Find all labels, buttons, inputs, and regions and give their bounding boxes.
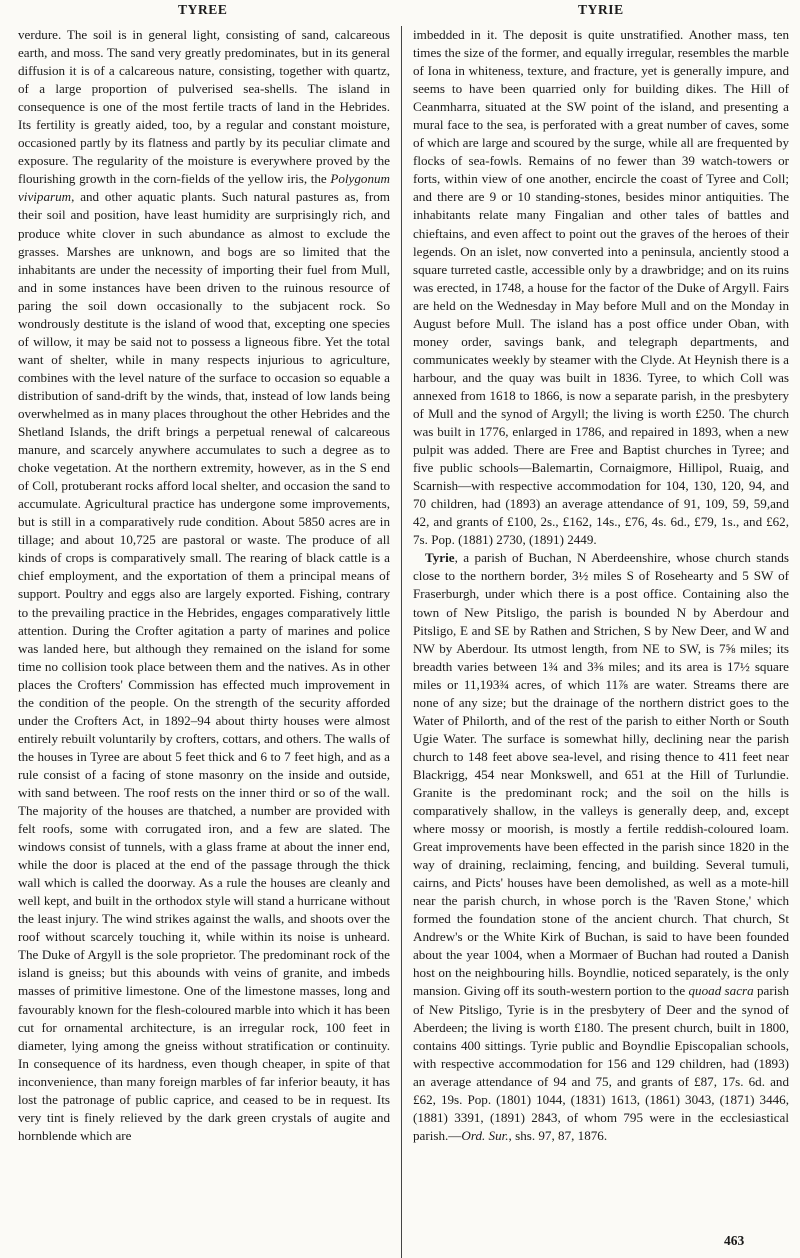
text-run: parish of New Pitsligo, Tyrie is in the presbytery of Deer and the synod of Aberdeen; the living is worth £180. The present church, built in 1800, contains 400 sittings. Tyrie public and Boyndlie Episcopalian schools, with respective accommodation for 156 and 129 children, had (1893) an average attendance of 94 and 75, and grants of £87, 17s. 6d. and £62, 19s. Pop. (1801) 1044, (1831) 1613, (1861) 3043, (1871) 3446, (1881) 3391, (1891) 2843, of whom 795 were in the ecclesiastical parish.—: [413, 983, 789, 1143]
right-column: [413, 26, 789, 1145]
column-divider: [401, 26, 402, 1258]
italic-reference: Ord. Sur.: [461, 1127, 509, 1143]
running-header: [0, 2, 800, 22]
entry-headword: Tyrie: [425, 550, 455, 566]
text-run: verdure. The soil is in general light, consisting of sand, calcareous earth, and moss. The sand very greatly predominates, but in its general diffusion it is of a calcareous nature, consisting, together with quartz, of a large proportion of pulverised sea-shells. The island in consequence is one of the most fertile tracts of land in the Hebrides. Its fertility is greatly aided, too, by a regular and constant moisture, occasioned partly by its flatness and partly by its peculiar climate and exposure. The regularity of the moisture is everywhere proved by the flourishing growth in the corn-fields of the yellow iris, the: [18, 27, 390, 187]
italic-term: Polygonum viviparum: [18, 171, 390, 205]
page-number: 463: [724, 1233, 745, 1248]
text-run: , a parish of Buchan, N Aberdeenshire, whose church stands close to the northern border, 3½ miles S of Rosehearty and 5 SW of Fraserburgh, under which there is a post office. Containing also the town of New Pitsligo, the parish is bounded N by Aberdour and Pitsligo, E and SE by Rathen and Strichen, S by New Deer, and W and NW by Aberdour. Its utmost length, from NE to SW, is 7⅝ miles; its breadth varies between 1¾ and 3⅜ miles; and its area is 17½ square miles or 11,193¾ acres, of which 11⅞ are water. Streams there are none of any size; but the drainage of the northern district goes to the Water of Philorth, and of the rest of the parish to either North or South Ugie Water. The surface is somewhat hilly, declining near the parish church to 148 feet above sea-level, and rising thence to 411 feet near Blackrigg, 454 near Monkswell, and 651 at the Hill of Turlundie. Granite is the predominant rock; and the soil on the hills is comparatively shallow, in the valleys is generally deep, and, except where mossy or moorish, is mostly a fertile reddish-coloured loam. Great improvements have been effected in the parish since 1820 in the way of draining, reclaiming, fencing, and building. Several tumuli, cairns, and Picts' houses have been demolished, as well as a mote-hill near the parish church, in whose porch is the 'Raven Stone,' which formed the foundation stone of the ancient church. That church, St Andrew's or the White Kirk of Buchan, is said to have been founded about the year 1004, when a Mormaer of Buchan had routed a Danish host on the neighbouring hills. Boyndlie, noticed separately, is the only mansion. Giving off its south-western portion to the: [413, 550, 789, 999]
header-right-title: TYRIE: [578, 2, 624, 17]
text-run: , and other aquatic plants. Such natural pastures as, from their soil and position, have least humidity are surprisingly rich, and produce white clover in such abundance as almost to exclude the grasses. Marshes are unknown, and bogs are so limited that the inhabitants are under the necessity of importing their fuel from Mull, and in some instances have been driven to the ruinous resource of paring the soil down occasionally to the subjacent rock. So wondrously destitute is the island of wood that, excepting one species of willow, it may be said not to possess a ligneous fibre. Yet the total want of shelter, while in many respects injurious to agriculture, combines with the level nature of the surface to occasion so equable a distribution of sand-drift by the winds, that, instead of low lands being overwhelmed as in many places throughout the other Hebrides and the Shetland Islands, the drift brings a perpetual renewal of calcareous manure, and scarcely anywhere accumulates to such a degree as to choke vegetation. At the northern extremity, however, as in the S end of Coll, protuberant rocks afford local shelter, and occasion the sand to accumulate. Agricultural practice has undergone some improvements, but is still in a comparatively rude condition. About 5850 acres are in tillage; and about 10,725 are pastoral or waste. The produce of all kinds of crops is comparatively small. The rearing of black cattle is a chief employment, and the exportation of them a principal means of support. Poultry and eggs also are largely exported. Fishing, contrary to the prevailing practice in the Hebrides, engages comparatively little attention. During the Crofter agitation a party of marines and police was landed here, but although they remained on the island for some time no collision took place between them and the natives. As in other places the Crofters' Commission has effected much improvement in the condition of the people. On the strength of the security afforded under the Crofters Act, in 1892–94 about thirty houses were almost entirely rebuilt voluntarily by crofters, cottars, and others. The walls of the houses in Tyree are about 5 feet thick and 6 to 7 feet high, and as a rule consist of a facing of stone masonry on the inside and outside, with sand between. The roof rests on the inner third or so of the wall. The majority of the houses are thatched, a number are provided with felt roofs, some with corrugated iron, and a few are slated. The windows consist of tunnels, with a glass frame at about the inner end, while the door is placed at the end of the passage through the thick wall which is called the doorway. As a rule the houses are cleanly and well kept, and built in the orthodox style will stand a hurricane without the least injury. The wind strikes against the walls, and shoots over the roof without scarcely touching it, while within its noise is unheard. The Duke of Argyll is the sole proprietor. The predominant rock of the island is gneiss; but this abounds with veins of granite, and imbeds masses of primitive limestone. One of the limestone masses, long and favourably known for the flesh-coloured marble into which it has been cut for ornamental architecture, is an irregular rock, 100 feet in diameter, lying among the gneiss without stratification or continuity. In consequence of its hardness, even though cheaper, in spite of that inconvenience, than many foreign marbles of far inferior beauty, it has lost the patronage of public caprice, and ceased to be in request. Its very tint is finely relieved by the dark green crystals of augite and hornblende which are: [18, 189, 391, 1143]
header-left-title: TYREE: [178, 2, 228, 17]
tyree-continuation-paragraph: [18, 26, 390, 1145]
tyrie-entry-paragraph: [413, 549, 789, 1145]
tyree-conclusion-paragraph: imbedded in it. The deposit is quite unstratified. Another mass, ten times the size of the former, and equally irregular, resembles the marble of Iona in whiteness, texture, and fracture, yet is generally impure, and seems to have been quarried only for building dikes. The Hill of Ceanmharra, situated at the SW point of the island, and presenting a mural face to the sea, is perforated with a great number of caves, some of which are large and scoured by the surge, while all are frequented by flocks of sea-fowls. Remains of no fewer than 39 watch-towers or forts, within view of one another, encircle the coast of Tyree and Coll; and there are 9 or 10 standing-stones, besides minor antiquities. The inhabitants relate many Fingalian and other tales of battles and chieftains, and even affect to point out the graves of the heroes of their legends. On an islet, now converted into a peninsula, anciently stood a square turreted castle, accessible only by a drawbridge; and on its ruins was erected, in 1748, a house for the factor of the Duke of Argyll. Fairs are held on the Wednesday in May before Mull and on the Monday in August before Mull. The island has a post office under Oban, with money order, savings bank, and telegraph departments, and communicates weekly by steamer with the Clyde. At Heynish there is a harbour, and the quay was built in 1836. Tyree, to which Coll was annexed from 1618 to 1866, is now a separate parish, in the presbytery of Mull and the synod of Argyll; the living is worth £250. The church was built in 1776, enlarged in 1786, and repaired in 1893, when a new pulpit was added. There are Free and Baptist churches in Tyree; and five public schools—Balemartin, Cornaigmore, Hillipol, Ruaig, and Scarnish—with respective accommodation for 104, 130, 120, 94, and 70 children, had (1893) an average attendance of 91, 109, 59, 59,and 42, and grants of £100, 2s., £162, 14s., £76, 4s. 6d., £79, 1s., and £62, 7s. Pop. (1881) 2730, (1891) 2449.: [413, 27, 789, 548]
left-column: [18, 26, 390, 1145]
italic-term: quoad sacra: [688, 983, 754, 999]
text-run: , shs. 97, 87, 1876.: [508, 1127, 608, 1143]
